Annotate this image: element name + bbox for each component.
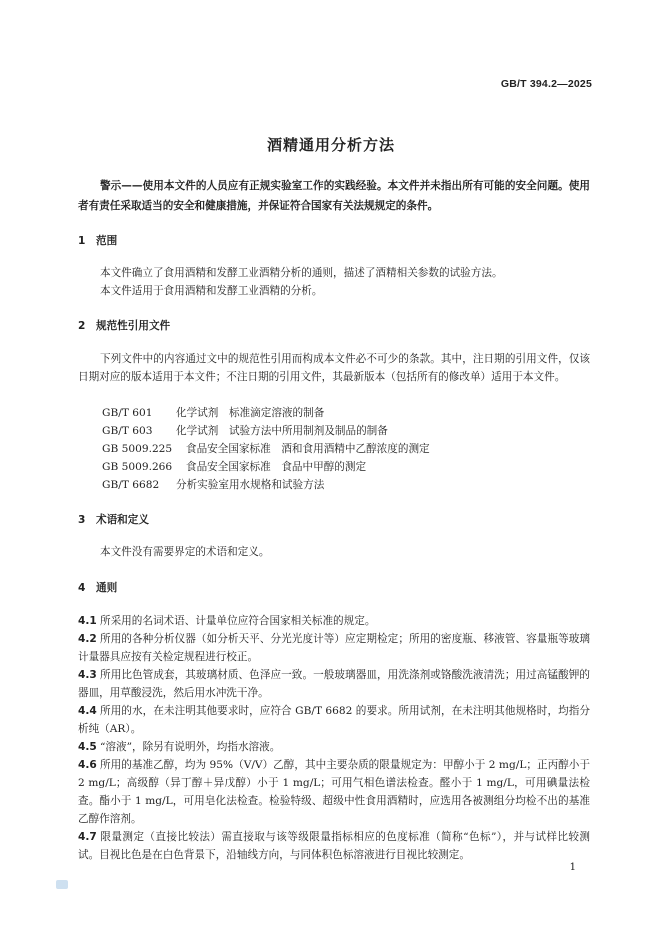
clause-number: 4.5 [78,741,97,753]
section-1-paragraph-2: 本文件适用于食用酒精和发酵工业酒精的分析。 [100,285,323,297]
document-title: 酒精通用分析方法 [266,136,395,154]
section-number: 1 [78,235,86,247]
watermark-logo-icon [56,880,68,889]
section-number: 4 [78,582,86,594]
reference-code: GB 5009.266 [102,461,173,473]
section-number: 2 [78,320,86,332]
reference-code: GB/T 6682 [102,479,160,491]
section-title: 通则 [96,582,118,594]
section-title: 术语和定义 [96,514,149,526]
clause-number: 4.7 [78,831,97,843]
reference-title: 食品安全国家标准 酒和食用酒精中乙醇浓度的测定 [186,443,430,455]
reference-title: 食品安全国家标准 食品中甲醇的测定 [186,461,367,473]
section-3-heading [78,512,149,527]
section-1-heading [78,233,117,248]
clause-number: 4.1 [78,615,97,627]
clause-text: 所用比色管成套，其玻璃材质、色泽应一致。一般玻璃器皿，用洗涤剂或铬酸洗液清洗；用过高锰酸钾的器皿，用草酸浸洗，然后用水冲洗干净。 [78,669,590,699]
section-1-paragraph-1: 本文件确立了食用酒精和发酵工业酒精分析的通则，描述了酒精相关参数的试验方法。 [100,267,503,279]
reference-code: GB/T 603 [102,425,153,437]
reference-title: 化学试剂 试验方法中所用制剂及制品的制备 [176,425,388,437]
clause-text: 所用的各种分析仪器（如分析天平、分光光度计等）应定期检定；所用的密度瓶、移液管、容量瓶等玻璃计量器具应按有关检定规程进行校正。 [78,633,590,663]
clause-4-6 [78,756,590,828]
reference-item [102,422,388,440]
clause-4-2 [78,630,590,666]
section-title: 范围 [96,235,118,247]
clause-number: 4.4 [78,705,97,717]
clause-text: “溶液”，除另有说明外，均指水溶液。 [100,741,281,753]
section-3-paragraph: 本文件没有需要界定的术语和定义。 [100,546,270,558]
clause-number: 4.2 [78,633,97,645]
clause-4-3 [78,666,590,702]
clause-text: 所用的水，在未注明其他要求时，应符合 GB/T 6682 的要求。所用试剂，在未注明其他规格时，均指分析纯（AR）。 [78,705,590,735]
clause-text: 限量测定（直接比较法）需直接取与该等级限量指标相应的色度标准（简称“色标”），并与试样比较测试。目视比色是在白色背景下，沿轴线方向，与同体积色标溶液进行目视比较测定。 [78,831,590,861]
clause-4-1 [78,612,590,630]
clause-text: 所采用的名词术语、计量单位应符合国家相关标准的规定。 [100,615,376,627]
clause-4-4 [78,702,590,738]
clause-4-5 [78,738,590,756]
warning-paragraph: 警示——使用本文件的人员应有正规实验室工作的实践经验。本文件并未指出所有可能的安全问题。使用者有责任采取适当的安全和健康措施，并保证符合国家有关法规规定的条件。 [78,180,590,212]
clause-number: 4.3 [78,669,97,681]
section-number: 3 [78,514,86,526]
clause-4-7 [78,828,590,864]
section-title: 规范性引用文件 [96,320,171,332]
reference-item [102,458,366,476]
clause-text: 所用的基准乙醇，均为 95%（V/V）乙醇，其中主要杂质的限量规定为：甲醇小于 2 mg/L；正丙醇小于 2 mg/L；高级醇（异丁醇＋异戊醇）小于 1 mg/L；可用气相色谱法检查。醛小于 1 mg/L，可用碘量法检查。酯小于 1 mg/L，可用皂化法检查。检验特级、超级中性食用酒精时，应选用各被测组分均检不出的基准乙醇作溶剂。 [78,759,590,825]
section-2-intro: 下列文件中的内容通过文中的规范性引用而构成本文件必不可少的条款。其中，注日期的引用文件，仅该日期对应的版本适用于本文件；不注日期的引用文件，其最新版本（包括所有的修改单）适用于本文件。 [78,353,590,383]
reference-item [102,404,324,422]
reference-title: 分析实验室用水规格和试验方法 [176,479,325,491]
reference-title: 化学试剂 标准滴定溶液的制备 [176,407,325,419]
reference-code: GB 5009.225 [102,443,173,455]
reference-item [102,440,430,458]
reference-item [102,476,324,494]
section-4-heading [78,580,117,595]
section-2-heading [78,318,170,333]
page-number: 1 [569,862,576,873]
standard-number: GB/T 394.2—2025 [500,78,592,90]
reference-code: GB/T 601 [102,407,153,419]
clause-number: 4.6 [78,759,97,771]
